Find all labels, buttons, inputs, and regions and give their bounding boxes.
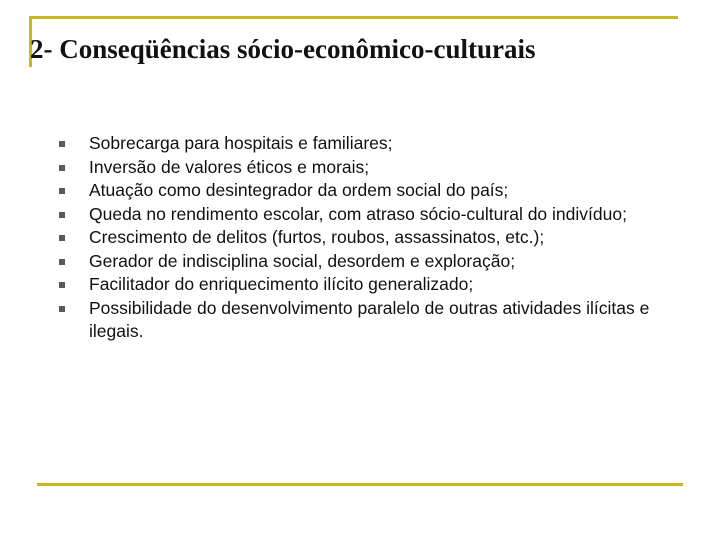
bullet-item	[58, 226, 678, 250]
title-frame-top-line	[29, 16, 678, 19]
bottom-rule	[37, 483, 683, 486]
bullet-item	[58, 156, 678, 180]
bullet-list	[58, 132, 678, 344]
bullet-text: Queda no rendimento escolar, com atraso sócio-cultural do indivíduo;	[89, 203, 627, 224]
bullet-item	[58, 179, 678, 203]
square-bullet-icon	[59, 165, 65, 171]
bullet-text: Facilitador do enriquecimento ilícito generalizado;	[89, 274, 474, 294]
square-bullet-icon	[59, 235, 65, 241]
bullet-text: Sobrecarga para hospitais e familiares;	[89, 133, 393, 153]
slide-title: 2- Conseqüências sócio-econômico-culturais	[30, 34, 536, 64]
bullet-text: Crescimento de delitos (furtos, roubos, assassinatos, etc.);	[89, 227, 545, 247]
square-bullet-icon	[59, 259, 65, 265]
square-bullet-icon	[59, 306, 65, 312]
bullet-text: Gerador de indisciplina social, desordem e exploração;	[89, 250, 516, 271]
bullet-text: Possibilidade do desenvolvimento paralelo de outras atividades ilícitas e ilegais.	[89, 297, 650, 341]
bullet-item	[58, 132, 678, 156]
bullet-text: Inversão de valores éticos e morais;	[89, 156, 370, 177]
bullet-item	[58, 297, 678, 344]
square-bullet-icon	[59, 188, 65, 194]
bullet-item	[58, 250, 678, 274]
bullet-text: Atuação como desintegrador da ordem social do país;	[89, 180, 509, 200]
bullet-item	[58, 203, 678, 227]
square-bullet-icon	[59, 212, 65, 218]
square-bullet-icon	[59, 141, 65, 147]
square-bullet-icon	[59, 282, 65, 288]
bullet-item	[58, 273, 678, 297]
